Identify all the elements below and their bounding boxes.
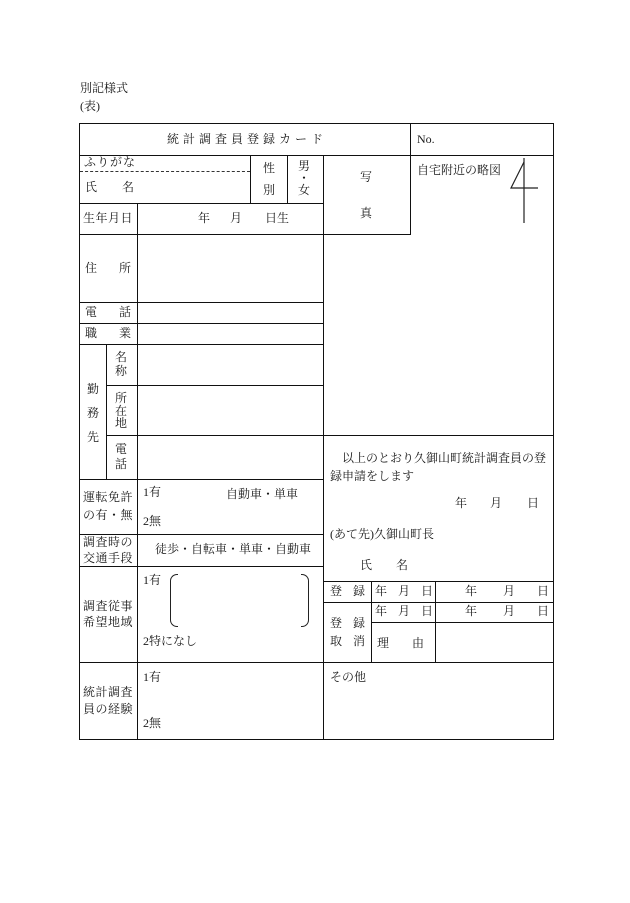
declaration-year-unit: 年: [455, 496, 468, 510]
workplace-phone-label: 電話: [115, 442, 128, 471]
sex-label: 性別: [263, 161, 276, 197]
workplace-name-value-cell: [137, 344, 324, 386]
birth-year-unit: 年: [198, 211, 211, 225]
map-label: 自宅附近の略図: [417, 163, 502, 177]
license-option-yes: 1有: [143, 485, 162, 499]
workplace-phone-value-cell: [137, 435, 324, 480]
birth-day-unit: 日生: [265, 211, 290, 225]
phone-label: 電話: [85, 305, 154, 319]
cancellation-reason-label: 理由: [377, 636, 448, 650]
sex-options: 男・女: [298, 159, 311, 197]
occupation-label: 職業: [85, 326, 154, 340]
cancellation-reason-value-cell: [435, 622, 554, 663]
registration-month-unit-1: 月: [398, 584, 411, 598]
cancellation-day-unit-1: 日: [421, 604, 434, 618]
transport-label: 調査時の交通手段: [83, 535, 134, 565]
license-label: 運転免許の有・無: [83, 490, 134, 522]
cancellation-year-unit-1: 年: [375, 604, 388, 618]
cancellation-day-unit-2: 日: [537, 604, 550, 618]
declaration-day-unit: 日: [527, 496, 540, 510]
side-label: (表): [80, 99, 100, 113]
cancellation-label: 登録取消: [330, 616, 377, 648]
furigana-divider: [80, 171, 250, 172]
experience-label: 統計調査員の経験: [83, 685, 134, 716]
registration-day-unit-1: 日: [421, 584, 434, 598]
declaration-addressee: (あて先)久御山町長: [330, 527, 434, 541]
area-bracket-left: [170, 574, 178, 627]
workplace-label: 勤務先: [87, 382, 100, 444]
license-option-no: 2無: [143, 514, 162, 528]
north-arrow-icon: [500, 150, 545, 230]
photo-label: 写真: [360, 170, 373, 220]
other-label: その他: [330, 670, 367, 684]
area-label: 調査従事希望地域: [83, 599, 134, 629]
workplace-location-label: 所在地: [115, 391, 128, 430]
birth-month-unit: 月: [230, 211, 243, 225]
license-vehicle-types: 自動車・単車: [226, 487, 299, 501]
area-option-yes: 1有: [143, 573, 162, 587]
registration-year-unit-1: 年: [375, 584, 388, 598]
area-value-cell: [137, 566, 324, 663]
occupation-value-cell: [137, 323, 324, 345]
experience-value-cell: [137, 662, 324, 740]
area-bracket-right: [301, 574, 309, 627]
phone-value-cell: [137, 302, 324, 324]
name-label: 氏名: [85, 180, 160, 194]
furigana-label: ふりがな: [84, 155, 137, 169]
registration-year-unit-2: 年: [465, 584, 478, 598]
registration-label: 登録: [330, 584, 377, 598]
form-label: 別記様式: [80, 81, 129, 95]
declaration-text: 以上のとおり久御山町統計調査員の登録申請をします: [330, 451, 547, 483]
area-option-none: 2特になし: [143, 634, 198, 648]
address-value-cell: [137, 234, 324, 303]
registration-month-unit-2: 月: [503, 584, 516, 598]
workplace-name-label: 名称: [115, 350, 128, 378]
birth-label: 生年月日: [83, 211, 134, 225]
cancellation-year-unit-2: 年: [465, 604, 478, 618]
workplace-location-value-cell: [137, 385, 324, 436]
cancellation-month-unit-1: 月: [398, 604, 411, 618]
address-label: 住所: [85, 261, 154, 275]
number-label: No.: [417, 132, 435, 146]
transport-options: 徒歩・自転車・単車・自動車: [155, 542, 312, 556]
registration-day-unit-2: 日: [537, 584, 550, 598]
card-title: 統計調査員登録カード: [166, 132, 327, 146]
experience-option-no: 2無: [143, 716, 162, 730]
cancellation-month-unit-2: 月: [503, 604, 516, 618]
declaration-name-label: 氏名: [360, 558, 433, 572]
declaration-month-unit: 月: [490, 496, 503, 510]
experience-option-yes: 1有: [143, 670, 162, 684]
